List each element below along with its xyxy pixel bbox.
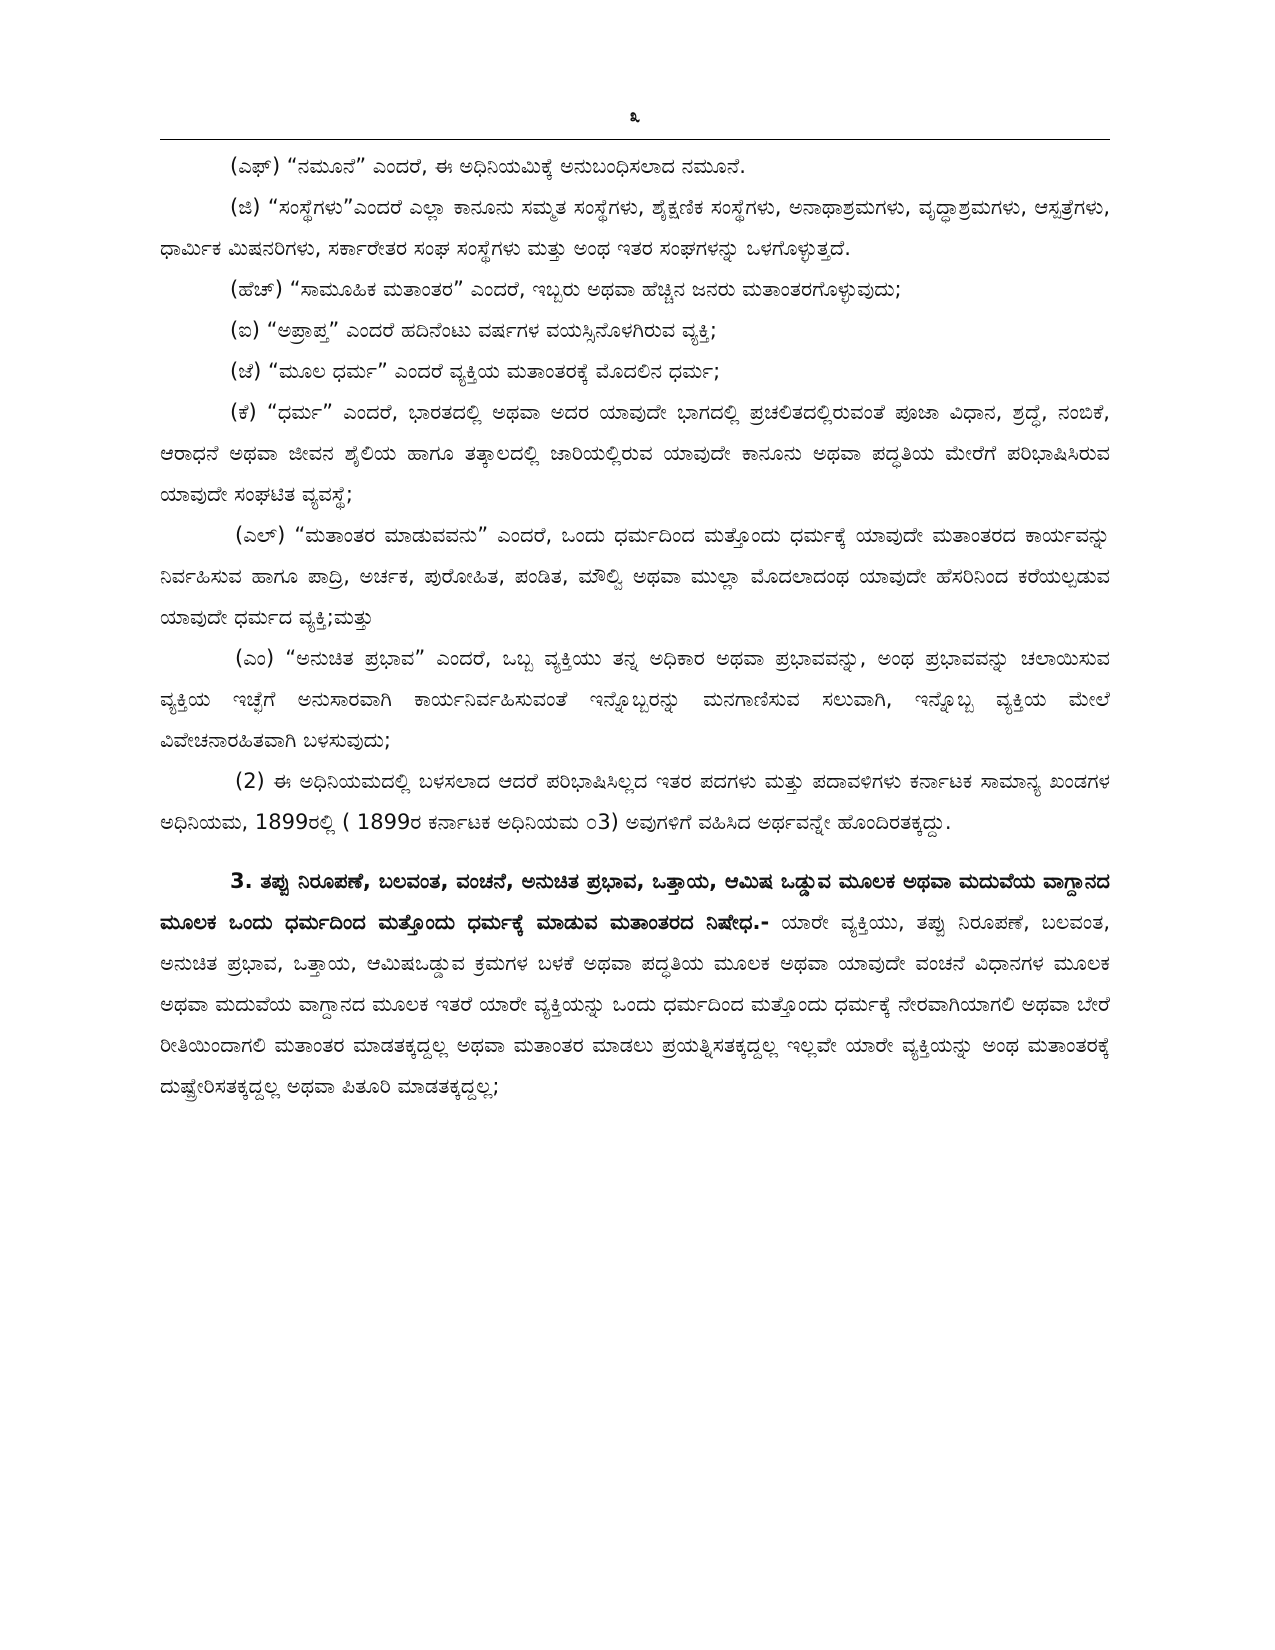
definition-k: (ಕೆ) “ಧರ್ಮ” ಎಂದರೆ, ಭಾರತದಲ್ಲಿ ಅಥವಾ ಅದರ ಯಾವುದೇ ಭಾಗದಲ್ಲಿ ಪ್ರಚಲಿತದಲ್ಲಿರುವಂತೆ ಪೂಜಾ ವಿಧಾನ, ಶ್ರದ್ಧೆ, ನಂಬಿಕೆ, ಆರಾಧನೆ ಅಥವಾ ಜೀವನ ಶೈಲಿಯ ಹಾಗೂ ತತ್ಕಾಲದಲ್ಲಿ ಜಾರಿಯಲ್ಲಿರುವ ಯಾವುದೇ ಕಾನೂನು ಅಥವಾ ಪದ್ಧತಿಯ ಮೇರೆಗೆ ಪರಿಭಾಷಿಸಿರುವ ಯಾವುದೇ ಸಂಘಟಿತ ವ್ಯವಸ್ಥೆ; [160, 400, 1110, 506]
subsection-2: (2) ಈ ಅಧಿನಿಯಮದಲ್ಲಿ ಬಳಸಲಾದ ಆದರೆ ಪರಿಭಾಷಿಸಿಲ್ಲದ ಇತರ ಪದಗಳು ಮತ್ತು ಪದಾವಳಿಗಳು ಕರ್ನಾಟಕ ಸಾಮಾನ್ಯ ಖಂಡಗಳ ಅಧಿನಿಯಮ, 1899ರಲ್ಲಿ ( 1899ರ ಕರ್ನಾಟಕ ಅಧಿನಿಯಮ ೦3) ಅವುಗಳಿಗೆ ವಹಿಸಿದ ಅರ್ಥವನ್ನೇ ಹೊಂದಿರತಕ್ಕದ್ದು. [160, 769, 1110, 834]
definition-g: (ಜಿ) “ಸಂಸ್ಥೆಗಳು”ಎಂದರೆ ಎಲ್ಲಾ ಕಾನೂನು ಸಮ್ಮತ ಸಂಸ್ಥೆಗಳು, ಶೈಕ್ಷಣಿಕ ಸಂಸ್ಥೆಗಳು, ಅನಾಥಾಶ್ರಮಗಳು, ವೃದ್ಧಾಶ್ರಮಗಳು, ಆಸ್ಪತ್ರೆಗಳು, ಧಾರ್ಮಿಕ ಮಿಷನರಿಗಳು, ಸರ್ಕಾರೇತರ ಸಂಘ ಸಂಸ್ಥೆಗಳು ಮತ್ತು ಅಂಥ ಇತರ ಸಂಘಗಳನ್ನು ಒಳಗೊಳ್ಳುತ್ತದೆ. [160, 195, 1110, 260]
header-rule [160, 139, 1110, 140]
definition-f: (ಎಫ್) “ನಮೂನೆ” ಎಂದರೆ, ಈ ಅಧಿನಿಯಮಿಕ್ಕೆ ಅನುಬಂಧಿಸಲಾದ ನಮೂನೆ. [230, 154, 746, 178]
section-3 [160, 861, 1110, 1107]
definition-j: (ಜೆ) “ಮೂಲ ಧರ್ಮ” ಎಂದರೆ ವ್ಯಕ್ತಿಯ ಮತಾಂತರಕ್ಕೆ ಮೊದಲಿನ ಧರ್ಮ; [230, 359, 721, 383]
document-body [160, 146, 1110, 1107]
definition-m: (ಎಂ) “ಅನುಚಿತ ಪ್ರಭಾವ” ಎಂದರೆ, ಒಬ್ಬ ವ್ಯಕ್ತಿಯು ತನ್ನ ಅಧಿಕಾರ ಅಥವಾ ಪ್ರಭಾವವನ್ನು, ಅಂಥ ಪ್ರಭಾವವನ್ನು ಚಲಾಯಿಸುವ ವ್ಯಕ್ತಿಯ ಇಚ್ಛೆಗೆ ಅನುಸಾರವಾಗಿ ಕಾರ್ಯನಿರ್ವಹಿಸುವಂತೆ ಇನ್ನೊಬ್ಬರನ್ನು ಮನಗಾಣಿಸುವ ಸಲುವಾಗಿ, ಇನ್ನೊಬ್ಬ ವ್ಯಕ್ತಿಯ ಮೇಲೆ ವಿವೇಚನಾರಹಿತವಾಗಿ ಬಳಸುವುದು; [160, 646, 1110, 752]
definition-l: (ಎಲ್) “ಮತಾಂತರ ಮಾಡುವವನು” ಎಂದರೆ, ಒಂದು ಧರ್ಮದಿಂದ ಮತ್ತೊಂದು ಧರ್ಮಕ್ಕೆ ಯಾವುದೇ ಮತಾಂತರದ ಕಾರ್ಯವನ್ನು ನಿರ್ವಹಿಸುವ ಹಾಗೂ ಪಾದ್ರಿ, ಅರ್ಚಕ, ಪುರೋಹಿತ, ಪಂಡಿತ, ಮೌಲ್ವಿ ಅಥವಾ ಮುಲ್ಲಾ ಮೊದಲಾದಂಥ ಯಾವುದೇ ಹೆಸರಿನಿಂದ ಕರೆಯಲ್ಪಡುವ ಯಾವುದೇ ಧರ್ಮದ ವ್ಯಕ್ತಿ;ಮತ್ತು [160, 523, 1110, 629]
section-3-body: ಯಾರೇ ವ್ಯಕ್ತಿಯು, ತಪ್ಪು ನಿರೂಪಣೆ, ಬಲವಂತ, ಅನುಚಿತ ಪ್ರಭಾವ, ಒತ್ತಾಯ, ಆಮಿಷಒಡ್ಡುವ ಕ್ರಮಗಳ ಬಳಕೆ ಅಥವಾ ಪದ್ಧತಿಯ ಮೂಲಕ ಅಥವಾ ಯಾವುದೇ ವಂಚನೆ ವಿಧಾನಗಳ ಮೂಲಕ ಅಥವಾ ಮದುವೆಯ ವಾಗ್ದಾನದ ಮೂಲಕ ಇತರೆ ಯಾರೇ ವ್ಯಕ್ತಿಯನ್ನು ಒಂದು ಧರ್ಮದಿಂದ ಮತ್ತೊಂದು ಧರ್ಮಕ್ಕೆ ನೇರವಾಗಿಯಾಗಲಿ ಅಥವಾ ಬೇರೆ ರೀತಿಯಿಂದಾಗಲಿ ಮತಾಂತರ ಮಾಡತಕ್ಕದ್ದಲ್ಲ ಅಥವಾ ಮತಾಂತರ ಮಾಡಲು ಪ್ರಯತ್ನಿಸತಕ್ಕದ್ದಲ್ಲ ಇಲ್ಲವೇ ಯಾರೇ ವ್ಯಕ್ತಿಯನ್ನು ಅಂಥ ಮತಾಂತರಕ್ಕೆ ದುಷ್ಪ್ರೇರಿಸತಕ್ಕದ್ದಲ್ಲ ಅಥವಾ ಪಿತೂರಿ ಮಾಡತಕ್ಕದ್ದಲ್ಲ; [160, 910, 1110, 1098]
section-3-heading: 3. ತಪ್ಪು ನಿರೂಪಣೆ, ಬಲವಂತ, ವಂಚನೆ, ಅನುಚಿತ ಪ್ರಭಾವ, ಒತ್ತಾಯ, ಆಮಿಷ ಒಡ್ಡುವ ಮೂಲಕ ಅಥವಾ ಮದುವೆಯ ವಾಗ್ದಾನದ ಮೂಲಕ ಒಂದು ಧರ್ಮದಿಂದ ಮತ್ತೊಂದು ಧರ್ಮಕ್ಕೆ ಮಾಡುವ ಮತಾಂತರದ ನಿಷೇಧ.- [160, 869, 1110, 934]
document-page [160, 0, 1110, 1650]
definition-i: (ಐ) “ಅಪ್ರಾಪ್ತ” ಎಂದರೆ ಹದಿನೆಂಟು ವರ್ಷಗಳ ವಯಸ್ಸಿನೊಳಗಿರುವ ವ್ಯಕ್ತಿ; [230, 318, 717, 342]
page-number: ೩ [629, 105, 641, 127]
definition-h: (ಹೆಚ್) “ಸಾಮೂಹಿಕ ಮತಾಂತರ” ಎಂದರೆ, ಇಬ್ಬರು ಅಥವಾ ಹೆಚ್ಚಿನ ಜನರು ಮತಾಂತರಗೊಳ್ಳುವುದು; [230, 277, 902, 301]
